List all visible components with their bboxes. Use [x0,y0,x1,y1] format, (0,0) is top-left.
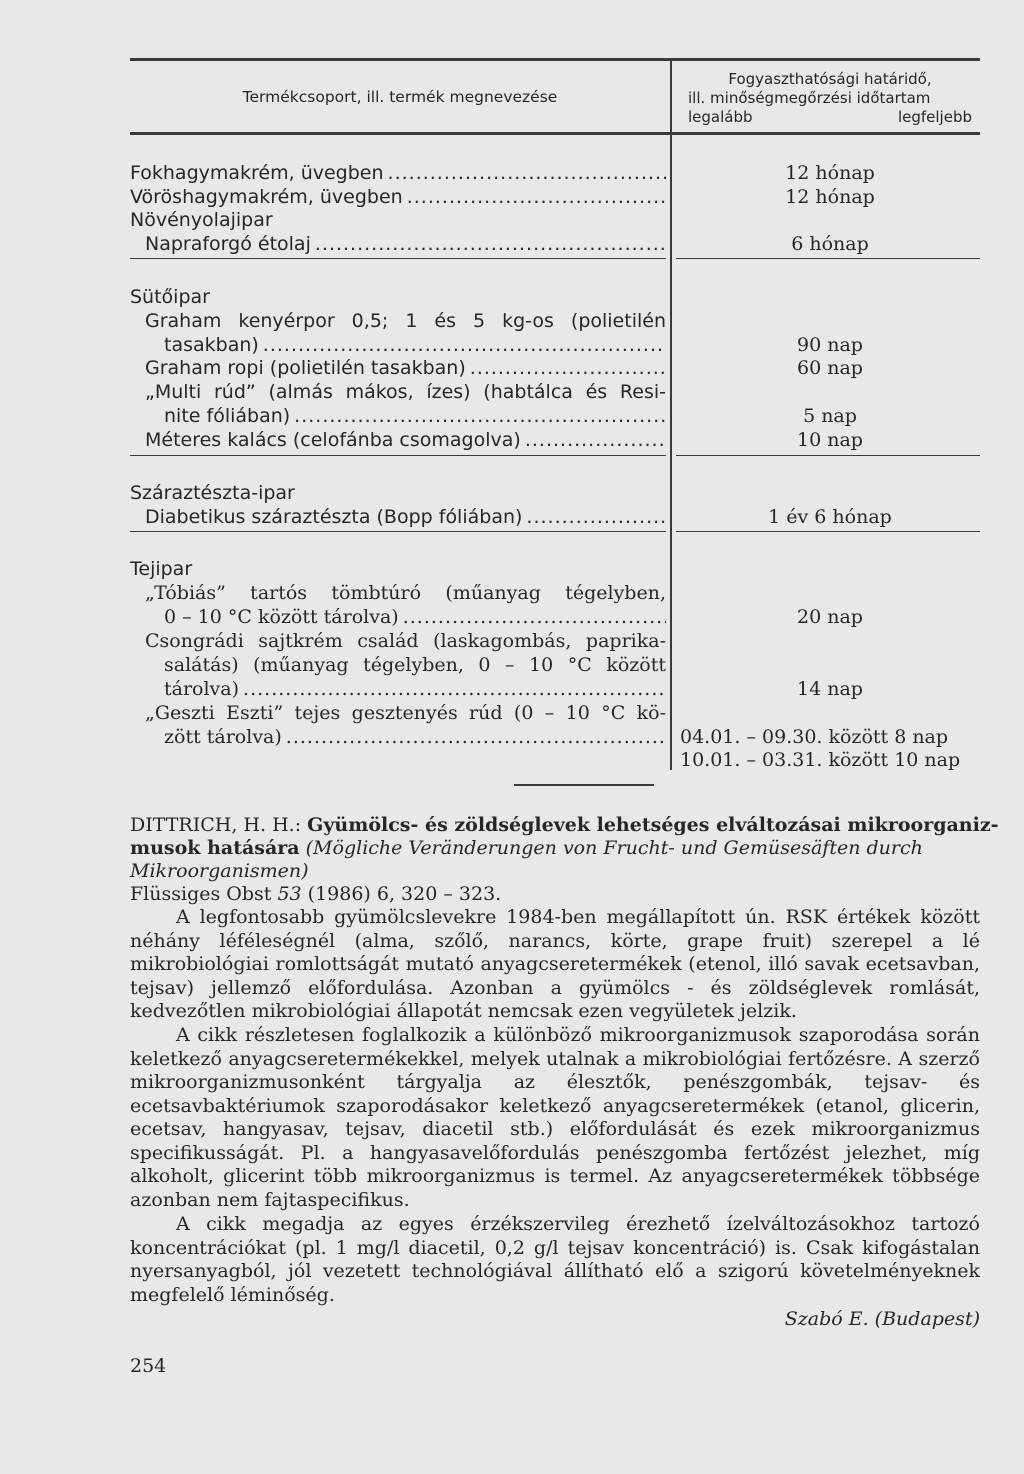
product-name-line: „Multi rúd” (almás mákos, ízes) (habtálca és Resi- [145,381,666,403]
table-row [145,232,666,256]
shelf-life-value: 12 hónap [785,162,875,184]
article-paragraph: A legfontosabb gyümölcslevekre 1984-ben megállapított ún. RSK értékek között néhány léféleségnél (alma, szőlő, narancs, körte, grape fruit) szerepel a lé mikrobiológiai romlottságát mutató anyagcseretermékek (etenol, illó savak ecetsavban, tejsav) jellemző előfordulása. Azonban a gyümölcs - és zöldséglevek romlását, kedvezőtlen mikrobiológiai állapotát nemcsak ezen vegyületek jelzik. [130,906,980,1022]
shelf-life-value: 04.01. – 09.30. között 8 nap [680,726,949,748]
product-name: nite fóliában) [164,405,291,427]
section-rule [676,455,980,456]
article-separator [514,784,654,786]
section-rule [130,531,666,532]
article-title: musok hatására [130,837,300,859]
table-row [164,404,666,428]
source-journal: Flüssiges Obst [130,883,278,905]
table-row [145,356,666,380]
shelf-life-value: 10 nap [797,429,863,451]
table-row [145,428,666,452]
table-row [164,725,666,749]
header-line: ill. minőségmegőrzési időtartam [688,89,931,107]
column-header-product: Termékcsoport, ill. termék megnevezése [242,88,558,106]
shelf-life-value: 5 nap [803,405,857,427]
table-top-rule [130,58,980,61]
column-header-shelf-life [680,70,980,127]
table-row [145,505,666,529]
table-row [164,677,666,701]
table-row [164,605,666,629]
article-german-title: Mikroorganismen) [130,860,309,882]
group-heading: Növényolajipar [130,209,273,231]
page-number: 254 [130,1355,167,1377]
product-name-line: Graham kenyérpor 0,5; 1 és 5 kg-os (polietilén [145,310,666,332]
product-name: zött tárolva) [164,726,282,748]
shelf-life-value: 90 nap [797,334,863,356]
shelf-life-value: 20 nap [797,606,863,628]
table-row [130,185,666,209]
table-header-bottom-rule [130,132,980,135]
article-title-line [130,837,980,861]
source-volume: 53 [277,883,302,905]
reviewer-signature: Szabó E. (Budapest) [784,1308,980,1330]
article-paragraph: A cikk megadja az egyes érzékszervileg érezhető ízelváltozásokhoz tartozó koncentrációkat (pl. 1 mg/l diacetil, 0,2 g/l tejsav koncentráció) is. Csak kifogástalan nyersanyagból, jól vezetett technológiával állítható elő a szigorú követelményeknek megfelelő léminőség. [130,1213,980,1306]
product-name-line: „Tóbiás” tartós tömbtúró (műanyag tégelyben, [145,582,666,604]
product-name: tárolva) [164,678,240,700]
article-german-title: (Mögliche Veränderungen von Frucht- und Gemüsesäften durch [299,837,923,859]
shelf-life-value: 60 nap [797,357,863,379]
shelf-life-value: 1 év 6 hónap [768,506,892,528]
header-line: Fogyaszthatósági határidő, [728,70,932,88]
product-name: Méteres kalács (celofánba csomagolva) [145,429,521,451]
shelf-life-value: 6 hónap [791,233,869,255]
product-name: Vöröshagymakrém, üvegben [130,186,403,208]
section-rule [676,531,980,532]
product-name-line: Csongrádi sajtkrém család (laskagombás, paprika- [145,630,666,652]
section-rule [130,258,666,259]
header-max: legfeljebb [897,108,972,126]
product-name-line: salátás) (műanyag tégelyben, 0 – 10 °C között [164,654,666,676]
shelf-life-value: 12 hónap [785,186,875,208]
article-author: DITTRICH, H. H.: [130,814,308,836]
article-paragraph: A cikk részletesen foglalkozik a különböző mikroorganizmusok szaporodása során keletkező anyagcseretermékekkel, melyek utalnak a mikrobiológiai fertőzésre. A szerző mikroorganizmusonként tárgyalja az élesztők, penészgombák, tejsav- és ecetsavbaktériumok szaporodásakor keletkező anyagcseretermékek (etanol, glicerin, ecetsav, hangyasav, tejsav, diacetil stb.) előfordulását és ezek mikroorganizmus specifikusságát. Pl. a hangyasavelőfordulás penészgomba fertőzést jelezhet, míg alkoholt, glicerint több mikroorganizmus is termel. Az anyagcseretermékek többsége azonban nem fajtaspecifikus. [130,1024,980,1211]
product-name: Diabetikus száraztészta (Bopp fóliában) [145,506,523,528]
header-minmax [680,108,980,127]
header-min: legalább [688,108,753,126]
product-name: 0 – 10 °C között tárolva) [164,606,399,628]
product-name: Graham ropi (polietilén tasakban) [145,357,466,379]
product-name: Napraforgó étolaj [145,233,311,255]
source-issue: (1986) 6, 320 – 323. [301,883,502,905]
group-heading: Tejipar [130,558,193,580]
group-heading: Sütőipar [130,286,210,308]
table-row [164,333,666,357]
shelf-life-value: 14 nap [797,678,863,700]
article-title: Gyümölcs- és zöldséglevek lehetséges elváltozásai mikroorganiz- [307,814,999,836]
product-name-line: „Geszti Eszti” tejes gesztenyés rúd (0 – 10 °C kö- [145,702,666,724]
section-rule [676,258,980,259]
product-name: tasakban) [164,334,259,356]
table-row [130,161,666,185]
product-name: Fokhagymakrém, üvegben [130,162,384,184]
article-source [130,883,980,907]
section-rule [130,455,666,456]
article-title-line [130,814,999,838]
group-heading: Száraztészta-ipar [130,482,295,504]
table-column-divider [670,60,672,770]
shelf-life-value: 10.01. – 03.31. között 10 nap [680,749,961,771]
